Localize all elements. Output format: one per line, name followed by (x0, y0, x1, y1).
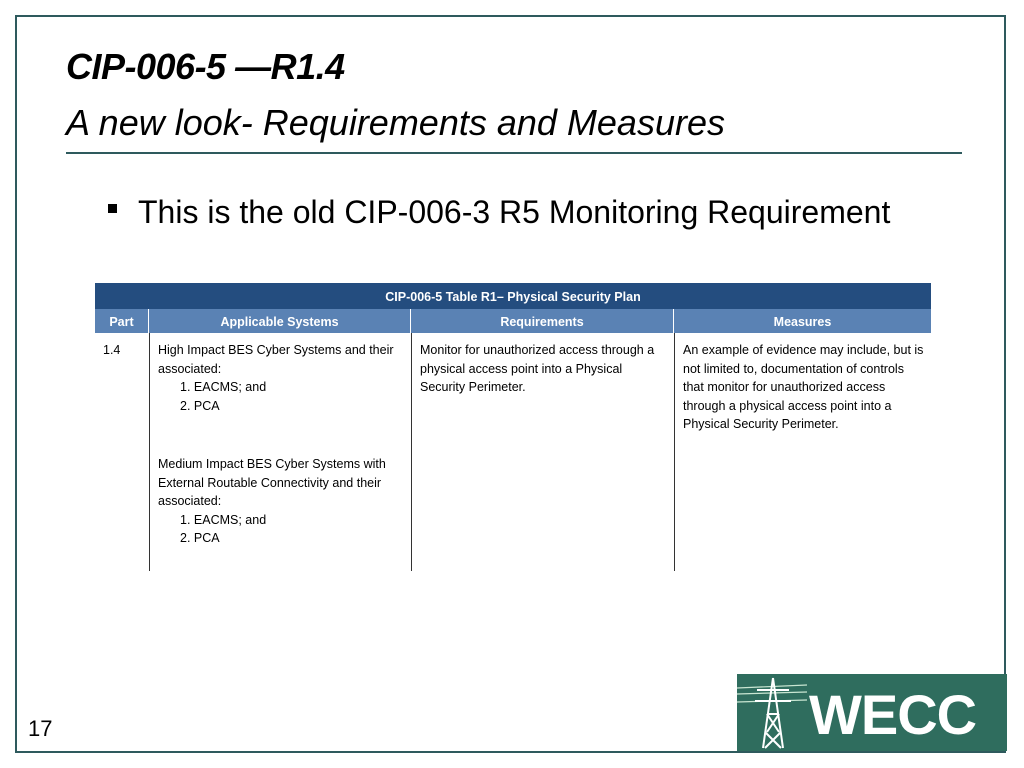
medium-impact-intro: Medium Impact BES Cyber Systems with External Routable Connectivity and their associated: (158, 457, 386, 508)
cell-requirements (411, 333, 674, 571)
list-item: 1. EACMS; and (180, 380, 267, 394)
list-item: 1. EACMS; and (180, 512, 267, 527)
part-number: 1.4 (103, 343, 121, 357)
list-item: 2. PCA (180, 531, 220, 545)
slide-subtitle: A new look- Requirements and Measures (66, 102, 725, 143)
requirement-text: Monitor for unauthorized access through a physical access point into a Physical Security Perimeter. (420, 343, 655, 394)
wecc-logo-text: WECC (809, 683, 977, 746)
slide-title: CIP-006-5 —R1.4 (66, 46, 345, 87)
header-part: Part (95, 309, 149, 333)
cell-applicable-systems (149, 333, 411, 571)
page-number: 17 (28, 716, 53, 741)
measure-text: An example of evidence may include, but is not limited to, documentation of controls that monitor for unauthorized access through a physical access point into a Physical Security Perimeter. (683, 343, 924, 431)
requirements-table (95, 283, 931, 571)
square-bullet-icon (108, 204, 117, 213)
header-applicable-systems: Applicable Systems (149, 309, 411, 333)
header-requirements: Requirements (411, 309, 674, 333)
bullet-text: This is the old CIP-006-3 R5 Monitoring Requirement (138, 194, 891, 230)
cell-part (95, 333, 149, 571)
wecc-logo (737, 674, 1007, 751)
list-item: 2. PCA (180, 398, 220, 413)
table-title: CIP-006-5 Table R1– Physical Security Plan (95, 283, 931, 309)
title-divider (66, 152, 962, 154)
cell-measures (674, 333, 931, 571)
header-measures: Measures (674, 309, 931, 333)
transmission-tower-icon (737, 674, 809, 751)
high-impact-intro: High Impact BES Cyber Systems and their associated: (158, 343, 394, 376)
